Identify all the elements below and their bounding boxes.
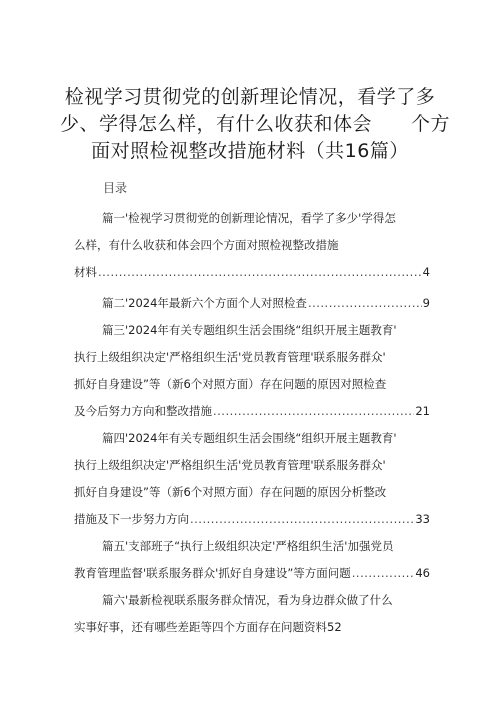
document-title: [60, 84, 451, 165]
title-line-1: 检视学习贯彻党的创新理论情况，看学了多: [64, 86, 436, 108]
toc-entry-4-line-1: 篇四'2024年有关专题组织生活会围绕“组织开展主题教育': [102, 431, 397, 445]
toc-entry-2-line-1: 篇二'2024年最新六个方面个人对照检查: [102, 296, 307, 310]
dot-leader: [190, 506, 414, 533]
toc-entry-4-line-2: 执行上级组织决定'严格组织生活'党员教育管理'联系服务群众': [74, 458, 386, 472]
dot-leader: [213, 398, 414, 425]
title-line-2: 少、学得怎么样，有什么收获和体会 个方: [60, 113, 451, 135]
toc-entry-6-line-1: 篇六'最新检视联系服务群众情况，看为身边群众做了什么: [102, 593, 393, 607]
dot-leader: [352, 560, 415, 587]
toc-entry-1-line-2: 么样，有什么收获和体会四个方面对照检视整改措施: [74, 238, 339, 252]
toc-entry-5-leader-line: [74, 560, 430, 587]
toc-entry-1-line-1: 篇一'检视学习贯彻党的创新理论情况，看学了多少'学得怎: [102, 211, 396, 225]
toc-entry-3-line-1: 篇三'2024年有关专题组织生活会围绕“组织开展主题教育': [102, 323, 397, 337]
dot-leader: [98, 259, 422, 286]
toc-entry-1-leader-line: [74, 259, 430, 286]
toc-entry-3-line-4: 及今后努力方向和整改措施: [74, 404, 212, 418]
title-line-3: 面对照检视整改措施材料（共16篇）: [91, 140, 409, 162]
toc-entry-4-page-number: 33: [415, 512, 430, 526]
toc-entry-4-leader-line: [74, 506, 430, 533]
toc-entry-3-leader-line: [74, 398, 430, 425]
toc-entry-3-line-2: 执行上级组织决定'严格组织生活'党员教育管理'联系服务群众': [74, 350, 386, 364]
toc-heading: 目录: [103, 181, 128, 195]
toc-entry-2-page-number: 9: [422, 296, 430, 310]
toc-entry-6-line-2: 实事好事，还有哪些差距等四个方面存在问题资料52: [74, 620, 342, 634]
toc-entry-2[interactable]: [74, 290, 430, 317]
toc-entry-4-line-4: 措施及下一步努力方向: [74, 512, 189, 526]
toc-entry-1-page-number: 4: [422, 265, 430, 279]
toc-entry-3-page-number: 21: [415, 404, 430, 418]
toc-entry-1-line-3: 材料: [74, 265, 97, 279]
toc-entry-3[interactable]: [74, 317, 430, 425]
toc-entry-4-line-3: 抓好自身建设”等（新6个对照方面）存在问题的原因分析整改: [74, 485, 387, 499]
toc-entry-5-line-1: 篇五'支部班子“执行上级组织决定'严格组织生活'加强党员: [102, 539, 394, 553]
dot-leader: [308, 290, 422, 317]
toc-entry-6[interactable]: [74, 587, 430, 641]
toc-entry-5-line-2: 教育管理监督'联系服务群众'抓好自身建设”等方面问题: [74, 566, 351, 580]
toc-entry-5[interactable]: [74, 533, 430, 587]
table-of-contents: [74, 205, 430, 641]
toc-entry-3-line-3: 抓好自身建设”等（新6个对照方面）存在问题的原因对照检查: [74, 377, 387, 391]
toc-entry-5-page-number: 46: [415, 566, 430, 580]
toc-entry-2-leader-line: [74, 290, 430, 317]
toc-entry-1[interactable]: [74, 205, 430, 286]
toc-entry-4[interactable]: [74, 425, 430, 533]
